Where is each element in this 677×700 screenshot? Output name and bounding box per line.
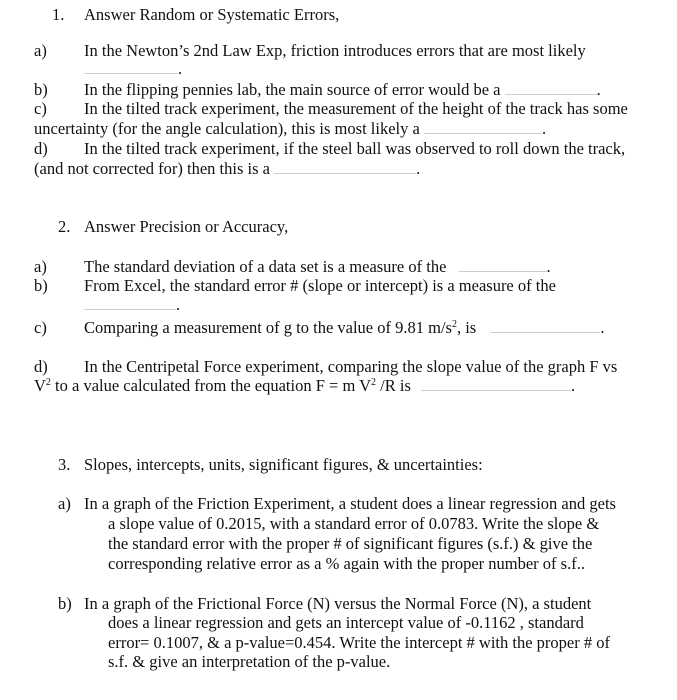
q1d-label: d) (34, 139, 48, 158)
answer-blank[interactable] (84, 59, 178, 74)
q3a-label: a) (58, 494, 71, 513)
q2c-label: c) (34, 318, 47, 337)
q2d-text-line1: In the Centripetal Force experiment, comparing the slope value of the graph F vs (84, 357, 618, 376)
q2d-label: d) (34, 357, 48, 376)
q3a-text-line4: corresponding relative error as a % again with the proper number of s.f.. (108, 554, 585, 573)
q1b-label: b) (34, 80, 48, 99)
section1-heading: Answer Random or Systematic Errors, (84, 5, 340, 24)
answer-blank[interactable] (84, 295, 176, 310)
q3b-text-line2: does a linear regression and gets an intercept value of -0.1162 , standard (108, 613, 584, 632)
section2-number: 2. (58, 217, 71, 236)
section3-number: 3. (58, 455, 71, 474)
q3b-text-line1: In a graph of the Frictional Force (N) versus the Normal Force (N), a student (84, 594, 592, 613)
answer-blank[interactable] (505, 80, 597, 95)
q1c-text-line2: uncertainty (for the angle calculation), this is most likely a . (34, 119, 547, 138)
q2b-answer-line: . (84, 295, 180, 315)
q1c-text-line1: In the tilted track experiment, the measurement of the height of the track has some (84, 99, 628, 118)
q1b-text: In the flipping pennies lab, the main source of error would be a . (84, 80, 601, 99)
q2b-text: From Excel, the standard error # (slope or intercept) is a measure of the (84, 276, 556, 295)
q1a-label: a) (34, 41, 47, 60)
q2a-label: a) (34, 257, 47, 276)
answer-blank[interactable] (490, 318, 600, 333)
q1a-text: In the Newton’s 2nd Law Exp, friction introduces errors that are most likely (84, 41, 586, 60)
answer-blank[interactable] (424, 119, 542, 134)
q3b-text-line3: error= 0.1007, & a p-value=0.454. Write the intercept # with the proper # of (108, 633, 610, 652)
q2c-text: Comparing a measurement of g to the value of 9.81 $m/s^2$, is . (84, 318, 605, 337)
q3a-text-line1: In a graph of the Friction Experiment, a student does a linear regression and gets (84, 494, 616, 513)
answer-blank[interactable] (421, 376, 571, 391)
q1c-label: c) (34, 99, 47, 118)
q3a-text-line2: a slope value of 0.2015, with a standard error of 0.0783. Write the slope & (108, 514, 600, 533)
answer-blank[interactable] (459, 257, 547, 272)
answer-blank[interactable] (274, 159, 416, 174)
q2a-text: The standard deviation of a data set is a measure of the . (84, 257, 551, 276)
section2-heading: Answer Precision or Accuracy, (84, 217, 289, 236)
q3b-text-line4: s.f. & give an interpretation of the p-value. (108, 652, 391, 671)
q3a-text-line3: the standard error with the proper # of significant figures (s.f.) & give the (108, 534, 593, 553)
q3b-label: b) (58, 594, 72, 613)
section1-number: 1. (52, 5, 65, 24)
q1d-text-line2: (and not corrected for) then this is a . (34, 159, 421, 178)
q1d-text-line1: In the tilted track experiment, if the steel ball was observed to roll down the track, (84, 139, 626, 158)
q2d-text-line2: $V^2$ to a value calculated from the equation F = m $V^2$ /R is . (34, 376, 576, 395)
q1a-answer-line: . (84, 59, 182, 79)
q2b-label: b) (34, 276, 48, 295)
section3-heading: Slopes, intercepts, units, significant figures, & uncertainties: (84, 455, 483, 474)
